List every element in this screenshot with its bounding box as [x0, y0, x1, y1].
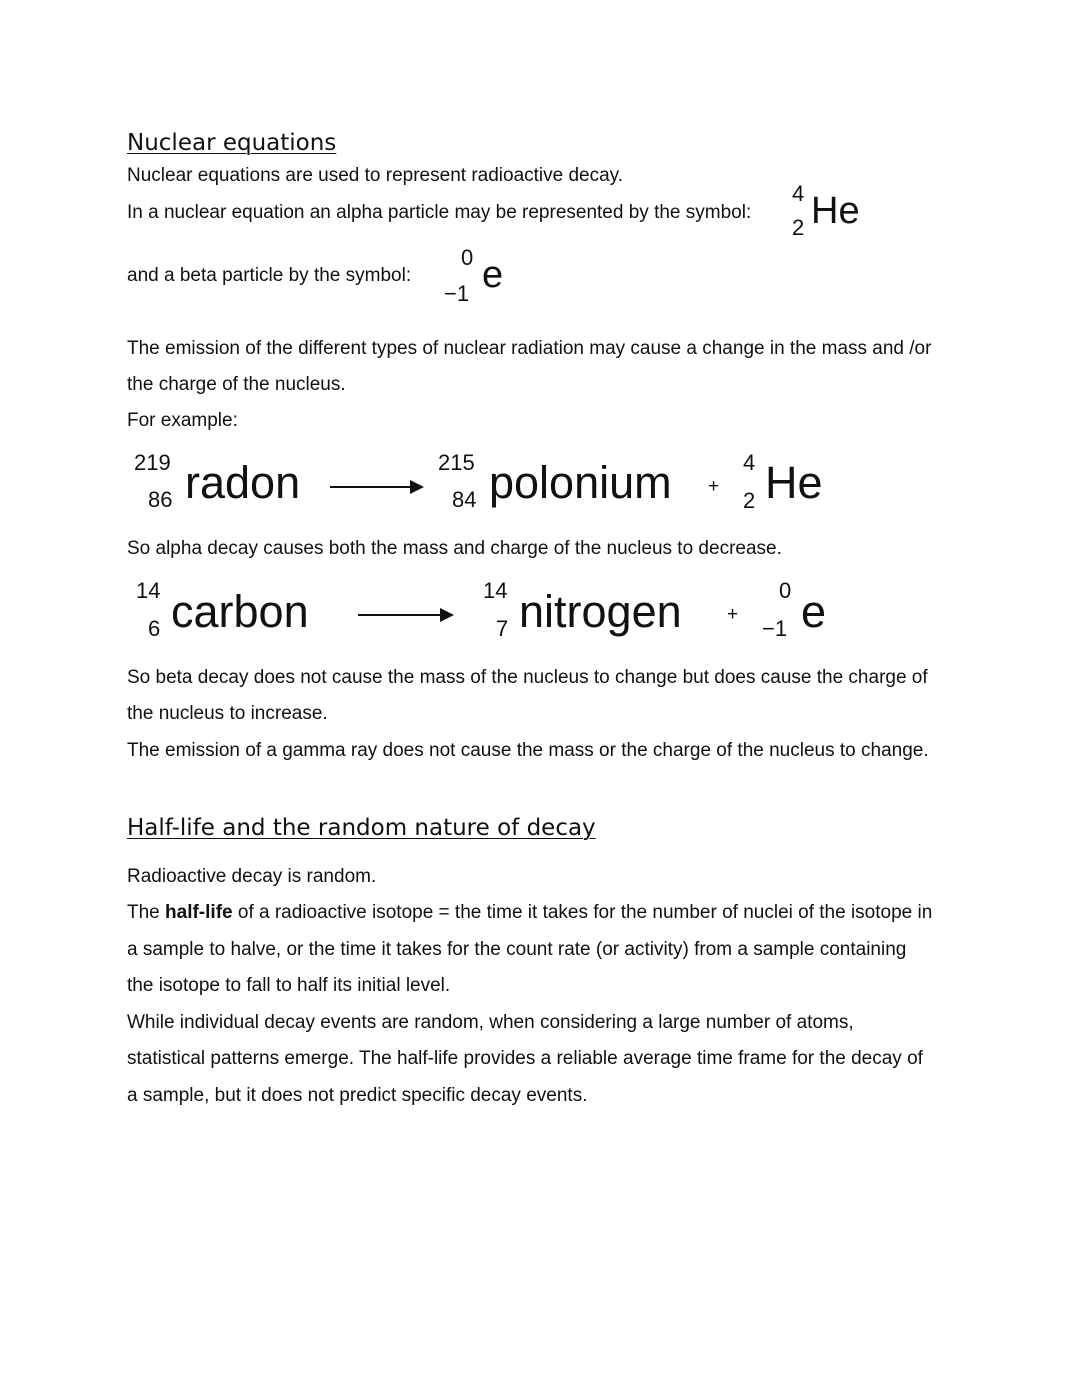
- statistics-line: While individual decay events are random, when considering a large number of atoms,: [127, 1012, 854, 1033]
- text: The: [127, 902, 166, 923]
- plus-sign: +: [708, 476, 720, 497]
- alpha-atomic-number: 2: [792, 215, 805, 240]
- radon-name: radon: [185, 457, 301, 508]
- reaction-arrow: [358, 614, 452, 616]
- helium-symbol: He: [765, 457, 823, 508]
- helium-atomic-number: 2: [743, 488, 756, 513]
- definition-line: the isotope to fall to half its initial level.: [127, 975, 451, 996]
- beta-atomic-number: −1: [444, 281, 470, 306]
- beta-symbol: e: [482, 254, 504, 296]
- beta-conclusion: the nucleus to increase.: [127, 703, 328, 724]
- gamma-line: The emission of a gamma ray does not cause the mass or the charge of the nucleus to change.: [127, 740, 929, 761]
- plus-sign: +: [727, 604, 739, 625]
- alpha-line: In a nuclear equation an alpha particle may be represented by the symbol:: [127, 202, 752, 223]
- carbon-atomic-number: 6: [148, 616, 161, 641]
- para-line: The emission of the different types of nuclear radiation may cause a change in the mass and /or: [127, 338, 932, 359]
- polonium-mass-number: 215: [438, 450, 475, 475]
- radon-atomic-number: 86: [148, 487, 173, 512]
- reaction-arrow: [330, 486, 422, 488]
- polonium-name: polonium: [489, 457, 672, 508]
- nitrogen-name: nitrogen: [519, 586, 682, 637]
- carbon-mass-number: 14: [136, 578, 161, 603]
- heading-half-life: Half-life and the random nature of decay: [127, 815, 596, 841]
- nitrogen-mass-number: 14: [483, 578, 508, 603]
- text: of a radioactive isotope = the time it takes for the number of nuclei of the isotope in: [232, 902, 933, 923]
- alpha-mass-number: 4: [792, 181, 805, 206]
- random-text: Radioactive decay is random.: [127, 866, 377, 887]
- helium-mass-number: 4: [743, 450, 756, 475]
- half-life-term: half-life: [165, 902, 233, 923]
- heading-nuclear-equations: Nuclear equations: [127, 130, 337, 156]
- electron-atomic-number: −1: [762, 616, 788, 641]
- half-life-definition: [127, 903, 932, 922]
- beta-mass-number: 0: [461, 245, 474, 270]
- carbon-name: carbon: [171, 586, 309, 637]
- definition-line: a sample to halve, or the time it takes for the count rate (or activity) from a sample containing: [127, 939, 907, 960]
- statistics-line: statistical patterns emerge. The half-life provides a reliable average time frame for the decay of: [127, 1048, 923, 1069]
- intro-text: Nuclear equations are used to represent radioactive decay.: [127, 165, 624, 186]
- beta-line: and a beta particle by the symbol:: [127, 265, 412, 286]
- alpha-conclusion: So alpha decay causes both the mass and charge of the nucleus to decrease.: [127, 538, 782, 559]
- nitrogen-atomic-number: 7: [496, 616, 509, 641]
- radon-mass-number: 219: [134, 450, 171, 475]
- electron-mass-number: 0: [779, 578, 792, 603]
- alpha-symbol: He: [811, 190, 860, 232]
- polonium-atomic-number: 84: [452, 487, 477, 512]
- electron-symbol: e: [801, 586, 827, 637]
- beta-conclusion: So beta decay does not cause the mass of the nucleus to change but does cause the charge of: [127, 667, 928, 688]
- para-line: the charge of the nucleus.: [127, 374, 346, 395]
- for-example: For example:: [127, 410, 238, 431]
- statistics-line: a sample, but it does not predict specific decay events.: [127, 1085, 588, 1106]
